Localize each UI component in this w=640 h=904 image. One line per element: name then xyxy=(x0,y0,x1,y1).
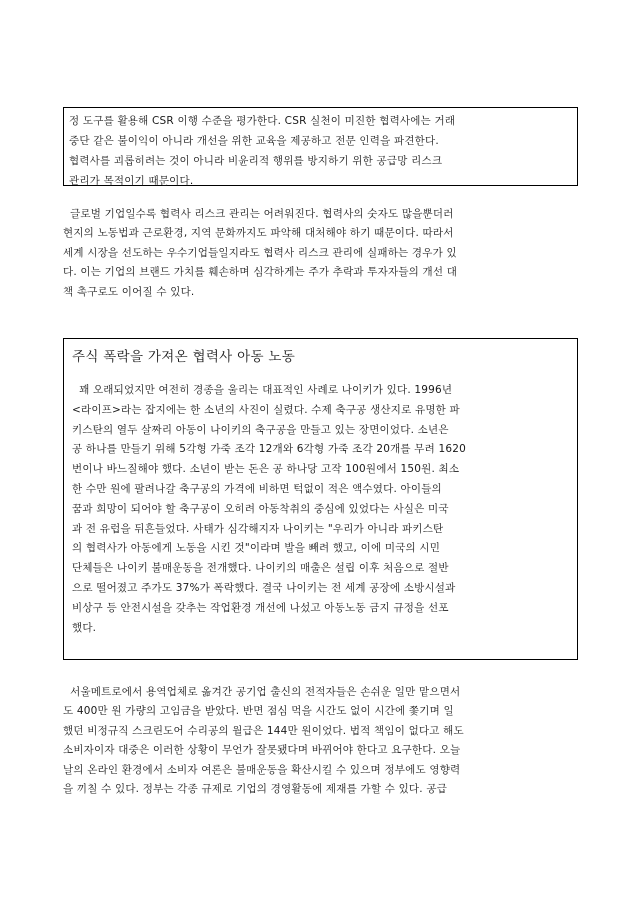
text-line: 단체들은 나이키 불매운동을 전개했다. 나이키의 매출은 설립 이후 처음으로 절반 xyxy=(72,562,449,575)
text-line: 책 촉구로도 이어질 수 있다. xyxy=(63,285,195,298)
text-line: 다. 이는 기업의 브랜드 가치를 훼손하며 심각하게는 주가 추락과 투자자들의 개선 대 xyxy=(63,266,458,279)
text-line: 과 전 유럽을 뒤흔들었다. 사태가 심각해지자 나이키는 "우리가 아니라 파키스탄 xyxy=(72,522,444,535)
continued-info-box xyxy=(63,107,578,186)
text-line: 했다. xyxy=(72,621,97,634)
text-line: 으로 떨어졌고 주가도 37%가 폭락했다. 결국 나이키는 전 세계 공장에 소방시설과 xyxy=(72,581,456,594)
text-line: 중단 같은 불이익이 아니라 개선을 위한 교육을 제공하고 전문 인력을 파견한다. xyxy=(69,135,439,147)
text-line: 공 하나를 만들기 위해 5각형 가죽 조각 12개와 6각형 가죽 조각 20개를 무려 1620 xyxy=(72,443,467,456)
text-line: 날의 온라인 환경에서 소비자 여론은 불매운동을 확산시킬 수 있으며 정부에도 영향력 xyxy=(63,763,461,776)
text-line: 비상구 등 안전시설을 갖추는 작업환경 개선에 나섰고 아동노동 금지 규정을 선포 xyxy=(72,601,449,614)
text-line: 번이나 바느질해야 했다. 소년이 받는 돈은 공 하나당 고작 100원에서 150원. 최소 xyxy=(72,463,460,476)
text-line: 정 도구를 활용해 CSR 이행 수준을 평가한다. CSR 실천이 미진한 협력사에는 거래 xyxy=(69,115,456,127)
text-line: 의 협력사가 아동에게 노동을 시킨 것"이라며 발을 빼려 했고, 이에 미국의 시민 xyxy=(72,542,441,555)
text-line: 세계 시장을 선도하는 우수기업들일지라도 협력사 리스크 관리에 실패하는 경우가 있 xyxy=(63,246,457,259)
text-line: 관리가 목적이기 때문이다. xyxy=(69,175,194,187)
text-line: 했던 비정규직 스크린도어 수리공의 월급은 144만 원이었다. 법적 책임이 없다고 해도 xyxy=(63,724,464,737)
text-line: 소비자이자 대중은 이러한 상황이 무언가 잘못됐다며 바뀌어야 한다고 요구한다. 오늘 xyxy=(63,744,461,757)
text-line: 꿈과 희망이 되어야 할 축구공이 오히려 아동착취의 중심에 있었다는 사실은 미국 xyxy=(72,502,449,515)
case-study-title: 주식 폭락을 가져온 협력사 아동 노동 xyxy=(72,349,296,365)
text-line: 협력사를 괴롭히려는 것이 아니라 비윤리적 행위를 방지하기 위한 공급망 리스크 xyxy=(69,155,443,167)
text-line: 한 수만 원에 팔려나갈 축구공의 가격에 비하면 턱없이 적은 액수였다. 아이들의 xyxy=(72,482,442,495)
case-study-box xyxy=(63,338,578,660)
text-line: <라이프>라는 잡지에는 한 소년의 사진이 실렸다. 수제 축구공 생산지로 유명한 파 xyxy=(72,403,460,416)
text-line: 꽤 오래되었지만 여전히 경종을 울리는 대표적인 사례로 나이키가 있다. 1996년 xyxy=(72,384,453,396)
text-line: 키스탄의 열두 살짜리 아동이 나이키의 축구공을 만들고 있는 장면이었다. 소년은 xyxy=(72,423,449,436)
text-line: 을 끼칠 수 있다. 정부는 각종 규제로 기업의 경영활동에 제재를 가할 수 있다. 공급 xyxy=(63,783,448,796)
text-line: 서울메트로에서 용역업체로 옮겨간 공기업 출신의 전적자들은 손쉬운 일만 맡으면서 xyxy=(63,686,461,698)
text-line: 현지의 노동법과 근로환경, 지역 문화까지도 파악해 대처해야 하기 때문이다. 따라서 xyxy=(63,227,454,240)
body-paragraph-2 xyxy=(63,683,581,799)
text-line: 글로벌 기업일수록 협력사 리스크 관리는 어려워진다. 협력사의 숫자도 많을뿐더러 xyxy=(63,208,454,220)
text-line: 도 400만 원 가량의 고임금을 받았다. 반면 점심 먹을 시간도 없이 시간에 쫓기며 일 xyxy=(63,705,454,718)
body-paragraph-1 xyxy=(63,205,581,302)
